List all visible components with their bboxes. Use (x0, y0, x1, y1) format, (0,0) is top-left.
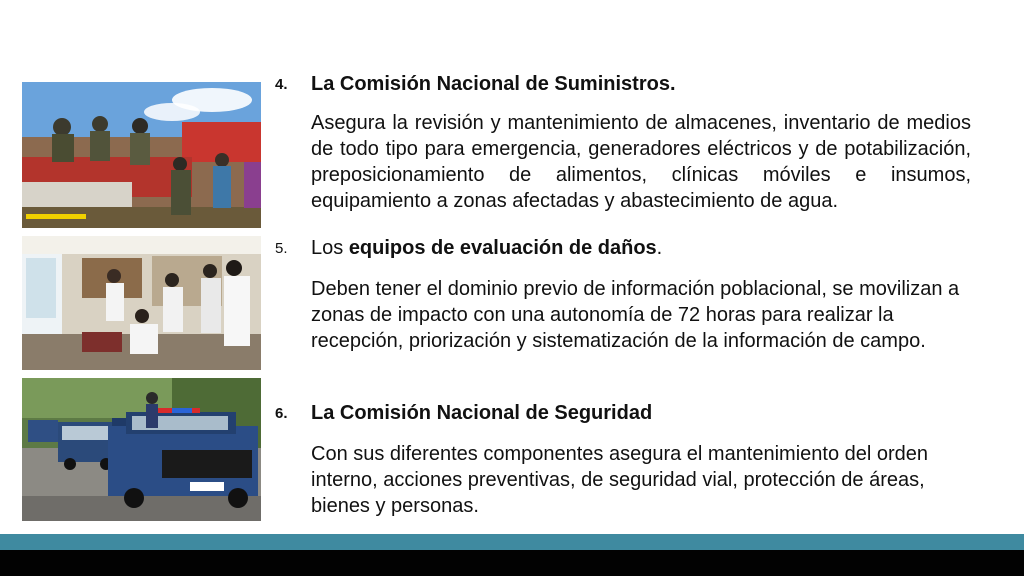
item-paragraph (311, 110, 971, 214)
paragraph-line: medios de todo tipo para emergencia, generadores eléctricos y de (311, 112, 971, 160)
paragraph-line: Asegura la revisión y mantenimiento de almacenes, inventario de (311, 112, 900, 134)
item-heading: La Comisión Nacional de Seguridad (311, 402, 653, 424)
item-paragraph (311, 441, 971, 519)
paragraph-line: interno, acciones preventivas, de seguridad vial, protección de áreas, (311, 469, 925, 491)
paragraph-line: movilizan a zonas de impacto con una autonomía de 72 horas para (311, 278, 960, 326)
heading-prefix: Los (311, 237, 349, 259)
footer-black-bar (0, 550, 1024, 576)
paragraph-line: de campo. (832, 330, 926, 352)
item-paragraph (311, 276, 971, 354)
item-number: 5. (275, 240, 288, 257)
supplies-unloading-photo (22, 82, 261, 228)
paragraph-line: Con sus diferentes componentes asegura el mantenimiento del orden (311, 443, 929, 465)
paragraph-line: insumos, equipamiento a zonas afectadas y abastecimiento de agua. (311, 164, 971, 212)
police-patrol-vehicles-photo (22, 378, 261, 521)
heading-suffix: . (656, 237, 663, 259)
item-number: 6. (275, 405, 288, 422)
paragraph-line: bienes y personas. (311, 495, 479, 517)
item-heading: La Comisión Nacional de Suministros. (311, 73, 676, 95)
item-heading (311, 237, 662, 260)
paragraph-line: Deben tener el dominio previo de información poblacional, se (311, 278, 854, 300)
heading-bold: equipos de evaluación de daños (348, 237, 657, 259)
footer-teal-bar (0, 534, 1024, 550)
assessment-team-classroom-photo (22, 236, 261, 370)
item-number: 4. (275, 76, 288, 93)
paragraph-line: realizar la recepción, priorización y sistematización de la información (311, 304, 894, 352)
paragraph-line: potabilización, preposicionamiento de alimentos, clínicas móviles e (311, 138, 971, 186)
